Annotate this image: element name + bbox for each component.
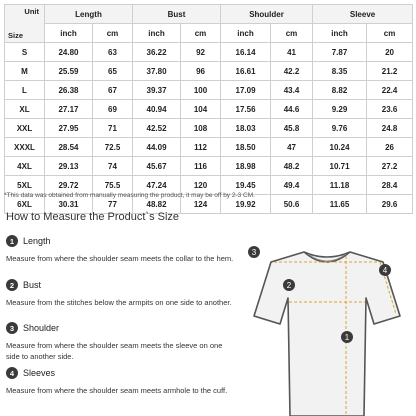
measurement-cell: 120: [181, 176, 221, 195]
measurement-cell: 63: [93, 43, 133, 62]
measurement-cell: 41: [271, 43, 313, 62]
unit-header-row: [5, 24, 413, 43]
measurement-cell: 27.95: [45, 119, 93, 138]
size-chart-table: [4, 4, 413, 214]
measurement-cell: 20: [367, 43, 413, 62]
step-description: Measure from where the shoulder seam meets the collar to the hem.: [6, 254, 234, 263]
measurement-cell: 8.35: [313, 62, 367, 81]
step-bust: [6, 279, 234, 309]
step-title: Shoulder: [23, 323, 60, 333]
step-number-badge: 4: [6, 367, 18, 379]
measurement-cell: 9.76: [313, 119, 367, 138]
measurement-cell: 17.56: [221, 100, 271, 119]
step-title: Bust: [23, 280, 42, 290]
diagram-marker-4: [379, 264, 391, 276]
unit-header-cell: cm: [93, 24, 133, 43]
measurement-cell: 8.82: [313, 81, 367, 100]
measurement-cell: 44.09: [133, 138, 181, 157]
step-description: Measure from the stitches below the armpits on one side to another.: [6, 298, 232, 307]
measurement-cell: 9.29: [313, 100, 367, 119]
measurement-cell: 47: [271, 138, 313, 157]
measurement-cell: 47.24: [133, 176, 181, 195]
group-header-shoulder: Shoulder: [221, 5, 313, 24]
step-title: Length: [23, 236, 51, 246]
measurement-cell: 71: [93, 119, 133, 138]
table-row: [5, 62, 413, 81]
measurement-cell: 26.38: [45, 81, 93, 100]
size-rows: [5, 43, 413, 214]
group-header-sleeve: Sleeve: [313, 5, 413, 24]
size-cell: XXL: [5, 119, 45, 138]
measurement-cell: 16.14: [221, 43, 271, 62]
unit-size-corner: [5, 5, 45, 43]
measurement-cell: 108: [181, 119, 221, 138]
unit-header-cell: cm: [271, 24, 313, 43]
measurement-cell: 77: [93, 195, 133, 214]
measurement-cell: 29.13: [45, 157, 93, 176]
step-number-badge: 3: [6, 322, 18, 334]
measurement-cell: 30.31: [45, 195, 93, 214]
unit-header-cell: cm: [181, 24, 221, 43]
step-description: Measure from where the shoulder seam meets the sleeve on one side to another side.: [6, 341, 223, 361]
measurement-cell: 116: [181, 157, 221, 176]
size-cell: 4XL: [5, 157, 45, 176]
howto-title: How to Measure the Product`s Size: [6, 211, 180, 223]
table-row: [5, 119, 413, 138]
step-description: Measure from where the shoulder seam meets armhole to the cuff.: [6, 386, 228, 395]
tshirt-measure-diagram: [238, 232, 416, 416]
step-number-badge: 2: [6, 279, 18, 291]
svg-text:4: 4: [382, 266, 388, 275]
measurement-cell: 27.2: [367, 157, 413, 176]
unit-header-cell: inch: [45, 24, 93, 43]
size-cell: M: [5, 62, 45, 81]
measurement-cell: 27.17: [45, 100, 93, 119]
measurement-cell: 24.8: [367, 119, 413, 138]
measurement-cell: 67: [93, 81, 133, 100]
measurement-cell: 100: [181, 81, 221, 100]
measurement-cell: 44.6: [271, 100, 313, 119]
group-header-bust: Bust: [133, 5, 221, 24]
measurement-cell: 45.8: [271, 119, 313, 138]
measurement-cell: 112: [181, 138, 221, 157]
size-cell: L: [5, 81, 45, 100]
diagram-marker-1: [341, 331, 353, 343]
measurement-cell: 25.59: [45, 62, 93, 81]
measurement-cell: 17.09: [221, 81, 271, 100]
measurement-cell: 75.5: [93, 176, 133, 195]
step-length: [6, 235, 234, 265]
measurement-cell: 37.80: [133, 62, 181, 81]
unit-header-cell: cm: [367, 24, 413, 43]
measurement-cell: 96: [181, 62, 221, 81]
measurement-cell: 18.03: [221, 119, 271, 138]
measurement-cell: 65: [93, 62, 133, 81]
measurement-cell: 23.6: [367, 100, 413, 119]
measurement-cell: 19.45: [221, 176, 271, 195]
measurement-cell: 124: [181, 195, 221, 214]
measurement-cell: 42.52: [133, 119, 181, 138]
diagram-marker-2: [283, 279, 295, 291]
measurement-cell: 48.2: [271, 157, 313, 176]
measurement-cell: 72.5: [93, 138, 133, 157]
measurement-cell: 45.67: [133, 157, 181, 176]
measurement-cell: 104: [181, 100, 221, 119]
svg-text:1: 1: [344, 333, 350, 342]
size-cell: XXXL: [5, 138, 45, 157]
step-shoulder: [6, 322, 234, 362]
measurement-cell: 28.4: [367, 176, 413, 195]
size-label: Size: [8, 31, 24, 40]
table-row: [5, 81, 413, 100]
measurement-cell: 10.24: [313, 138, 367, 157]
step-number-badge: 1: [6, 235, 18, 247]
measurement-cell: 29.72: [45, 176, 93, 195]
measurement-cell: 21.2: [367, 62, 413, 81]
measurement-cell: 36.22: [133, 43, 181, 62]
table-row: [5, 43, 413, 62]
measurement-cell: 49.4: [271, 176, 313, 195]
unit-label: Unit: [24, 7, 39, 16]
measurement-note: *This data was obtained from manually measuring the product, it may be off by 2-3 CM.: [4, 192, 255, 199]
measurement-cell: 39.37: [133, 81, 181, 100]
size-cell: S: [5, 43, 45, 62]
table-row: [5, 138, 413, 157]
unit-header-cell: inch: [313, 24, 367, 43]
step-sleeves: [6, 367, 234, 397]
measurement-cell: 92: [181, 43, 221, 62]
group-header-row: [5, 5, 413, 24]
measurement-cell: 11.65: [313, 195, 367, 214]
measurement-cell: 7.87: [313, 43, 367, 62]
svg-text:3: 3: [251, 248, 257, 257]
step-title: Sleeves: [23, 368, 56, 378]
measurement-cell: 24.80: [45, 43, 93, 62]
measurement-cell: 26: [367, 138, 413, 157]
measurement-cell: 10.71: [313, 157, 367, 176]
measurement-cell: 40.94: [133, 100, 181, 119]
measurement-cell: 28.54: [45, 138, 93, 157]
measurement-cell: 74: [93, 157, 133, 176]
unit-header-cell: inch: [221, 24, 271, 43]
measurement-cell: 50.6: [271, 195, 313, 214]
measurement-cell: 18.50: [221, 138, 271, 157]
table-row: [5, 157, 413, 176]
measurement-cell: 16.61: [221, 62, 271, 81]
svg-text:2: 2: [286, 281, 292, 290]
diagram-marker-3: [248, 246, 260, 258]
unit-header-cell: inch: [133, 24, 181, 43]
tshirt-outline: [254, 252, 400, 416]
table-row: [5, 100, 413, 119]
measurement-cell: 22.4: [367, 81, 413, 100]
measurement-cell: 19.92: [221, 195, 271, 214]
group-header-length: Length: [45, 5, 133, 24]
measurement-cell: 11.18: [313, 176, 367, 195]
measurement-cell: 43.4: [271, 81, 313, 100]
measurement-cell: 18.98: [221, 157, 271, 176]
size-cell: 5XL: [5, 176, 45, 195]
size-cell: XL: [5, 100, 45, 119]
measurement-cell: 69: [93, 100, 133, 119]
measurement-cell: 29.6: [367, 195, 413, 214]
measurement-cell: 42.2: [271, 62, 313, 81]
size-cell: 6XL: [5, 195, 45, 214]
measurement-cell: 48.82: [133, 195, 181, 214]
